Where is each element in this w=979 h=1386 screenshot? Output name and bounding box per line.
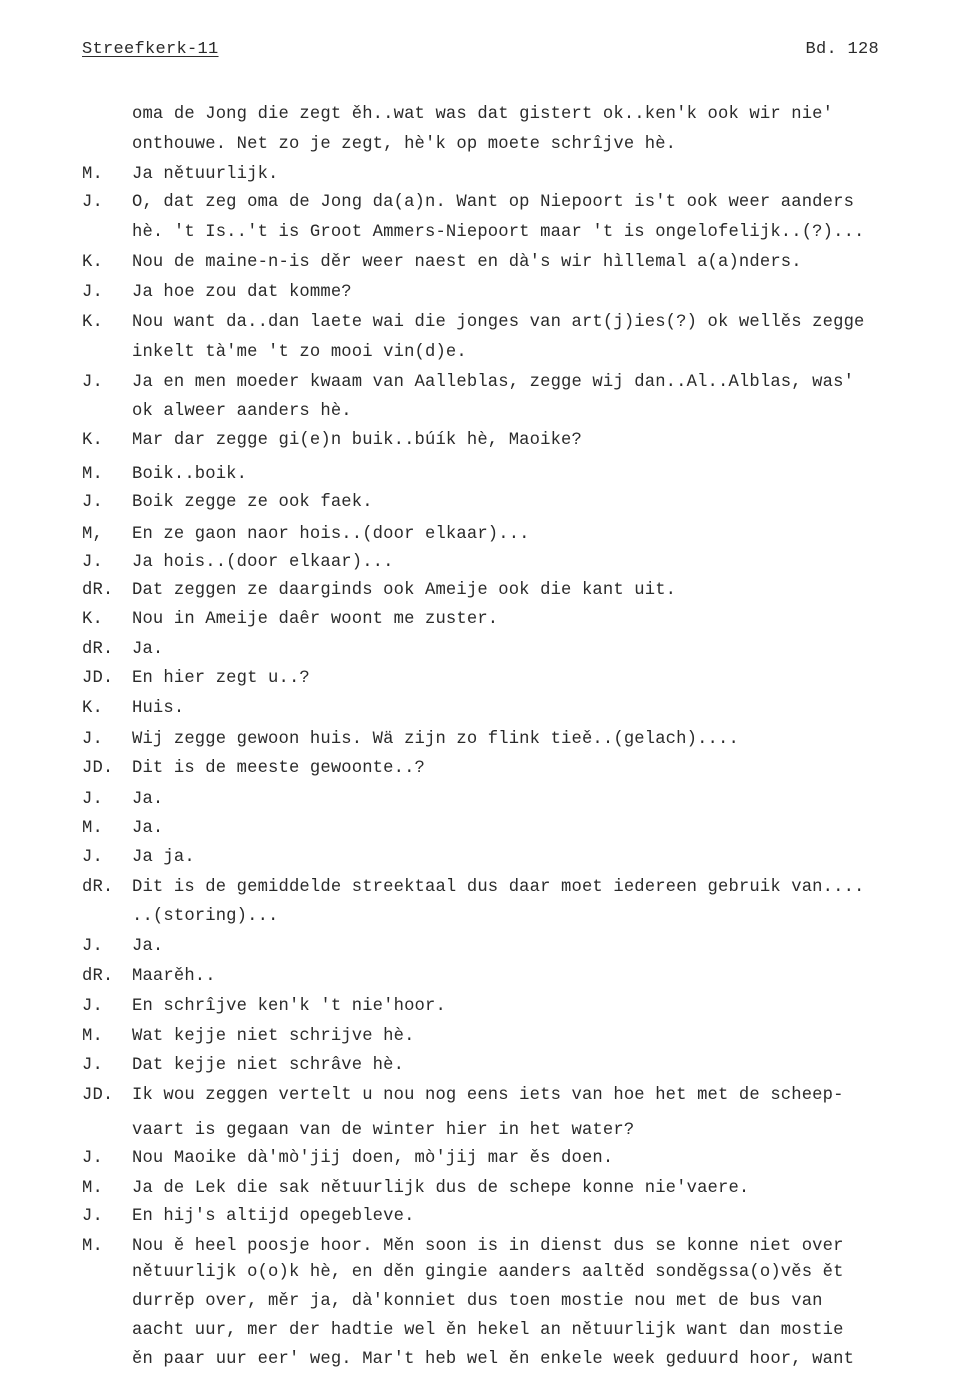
speaker-label: dR.: [82, 967, 114, 986]
speaker-label: M.: [82, 165, 103, 184]
speaker-label: J.: [82, 848, 103, 867]
transcript-line: [0, 370, 979, 396]
speaker-label: M.: [82, 465, 103, 484]
speaker-label: J.: [82, 493, 103, 512]
transcript-line: [0, 1176, 979, 1202]
line-text: En schrîjve ken'k 't nie'hoor.: [132, 997, 446, 1016]
transcript-line: [0, 550, 979, 576]
line-text: Ja.: [132, 640, 164, 659]
line-text: Boik..boik.: [132, 465, 248, 484]
line-text: onthouwe. Net zo je zegt, hè'k op moete schrîjve hè.: [132, 135, 677, 154]
speaker-label: K.: [82, 253, 103, 272]
speaker-label: J.: [82, 730, 103, 749]
transcript-line: [0, 1204, 979, 1230]
transcript-line: [0, 310, 979, 336]
line-text: En hij's altijd opegebleve.: [132, 1207, 415, 1226]
line-text: Dat kejje niet schrâve hè.: [132, 1056, 405, 1075]
line-text: Ja en men moeder kwaam van Aalleblas, zegge wij dan..Al..Alblas, was': [132, 373, 855, 392]
line-text: ok alweer aanders hè.: [132, 402, 352, 421]
line-text: hè. 't Is..'t is Groot Ammers-Niepoort maar 't is ongelofelijk..(?)...: [132, 223, 865, 242]
speaker-label: J.: [82, 1056, 103, 1075]
speaker-label: M.: [82, 1179, 103, 1198]
transcript-line: [0, 1260, 979, 1286]
transcript-line: [0, 1024, 979, 1050]
transcript-line: [0, 904, 979, 930]
line-text: Ja.: [132, 790, 164, 809]
transcript-line: [0, 696, 979, 722]
transcript-line: [0, 934, 979, 960]
line-text: Ja hois..(door elkaar)...: [132, 553, 394, 572]
speaker-label: K.: [82, 313, 103, 332]
speaker-label: J.: [82, 193, 103, 212]
line-text: Ja.: [132, 819, 164, 838]
line-text: Dit is de meeste gewoonte..?: [132, 759, 425, 778]
line-text: inkelt tà'me 't zo mooi vin(d)e.: [132, 343, 467, 362]
transcript-line: [0, 1118, 979, 1144]
line-text: Nou Maoike dà'mò'jij doen, mò'jij mar ěs doen.: [132, 1149, 614, 1168]
line-text: ..(storing)...: [132, 907, 279, 926]
line-text: nětuurlijk o(o)k hè, en děn gingie aanders aaltěd sonděgssa(o)věs ět: [132, 1263, 844, 1282]
transcript-line: [0, 162, 979, 188]
transcript-line: [0, 399, 979, 425]
transcript-line: [0, 607, 979, 633]
transcript-line: [0, 756, 979, 782]
speaker-label: M.: [82, 1237, 103, 1256]
transcript-line: [0, 787, 979, 813]
transcript-line: [0, 578, 979, 604]
transcript-line: [0, 637, 979, 663]
speaker-label: JD.: [82, 759, 114, 778]
line-text: Ja nětuurlijk.: [132, 165, 279, 184]
transcript-line: [0, 132, 979, 158]
line-text: vaart is gegaan van de winter hier in het water?: [132, 1121, 635, 1140]
line-text: oma de Jong die zegt ěh..wat was dat gistert ok..ken'k ook wir nie': [132, 105, 834, 124]
transcript-line: [0, 1347, 979, 1373]
speaker-label: dR.: [82, 878, 114, 897]
speaker-label: M.: [82, 819, 103, 838]
transcript-line: [0, 250, 979, 276]
transcript-line: [0, 280, 979, 306]
speaker-label: JD.: [82, 1086, 114, 1105]
transcript-line: [0, 1083, 979, 1109]
speaker-label: J.: [82, 283, 103, 302]
line-text: Nou want da..dan laete wai die jonges van art(j)ies(?) ok wellěs zegge: [132, 313, 865, 332]
line-text: Maarěh..: [132, 967, 216, 986]
line-text: Nou ě heel poosje hoor. Měn soon is in dienst dus se konne niet over: [132, 1237, 844, 1256]
line-text: Ja hoe zou dat komme?: [132, 283, 352, 302]
line-text: Wat kejje niet schrijve hè.: [132, 1027, 415, 1046]
speaker-label: J.: [82, 790, 103, 809]
speaker-label: M,: [82, 525, 103, 544]
speaker-label: M.: [82, 1027, 103, 1046]
transcript-line: [0, 462, 979, 488]
line-text: Wij zegge gewoon huis. Wä zijn zo flink tieě..(gelach)....: [132, 730, 739, 749]
speaker-label: J.: [82, 373, 103, 392]
line-text: durrěp over, měr ja, dà'konniet dus toen mostie nou met de bus van: [132, 1292, 823, 1311]
transcript-line: [0, 220, 979, 246]
speaker-label: K.: [82, 610, 103, 629]
transcript-line: [0, 1318, 979, 1344]
transcript-line: [0, 727, 979, 753]
speaker-label: K.: [82, 431, 103, 450]
speaker-label: J.: [82, 997, 103, 1016]
transcript-line: [0, 428, 979, 454]
speaker-label: J.: [82, 1149, 103, 1168]
page-header: [82, 40, 879, 64]
speaker-label: JD.: [82, 669, 114, 688]
transcript-line: [0, 522, 979, 548]
transcript-line: [0, 1234, 979, 1260]
transcript-line: [0, 1053, 979, 1079]
transcript-line: [0, 845, 979, 871]
transcript-line: [0, 666, 979, 692]
speaker-label: J.: [82, 553, 103, 572]
transcript-line: [0, 1289, 979, 1315]
line-text: En hier zegt u..?: [132, 669, 310, 688]
speaker-label: J.: [82, 937, 103, 956]
line-text: Huis.: [132, 699, 185, 718]
line-text: O, dat zeg oma de Jong da(a)n. Want op Niepoort is't ook weer aanders: [132, 193, 855, 212]
line-text: Mar dar zegge gi(e)n buik..búík hè, Maoike?: [132, 431, 582, 450]
transcript-line: [0, 994, 979, 1020]
speaker-label: J.: [82, 1207, 103, 1226]
document-title: Streefkerk-11: [82, 40, 219, 59]
transcript-line: [0, 102, 979, 128]
line-text: ěn paar uur eer' weg. Mar't heb wel ěn enkele week geduurd hoor, want: [132, 1350, 855, 1369]
line-text: Ja ja.: [132, 848, 195, 867]
transcript-line: [0, 340, 979, 366]
transcript-line: [0, 490, 979, 516]
page-number: Bd. 128: [805, 40, 879, 59]
line-text: Boik zegge ze ook faek.: [132, 493, 373, 512]
speaker-label: K.: [82, 699, 103, 718]
transcript-line: [0, 964, 979, 990]
speaker-label: dR.: [82, 640, 114, 659]
line-text: Ik wou zeggen vertelt u nou nog eens iets van hoe het met de scheep-: [132, 1086, 844, 1105]
transcript-line: [0, 1146, 979, 1172]
transcript-line: [0, 875, 979, 901]
line-text: Dit is de gemiddelde streektaal dus daar moet iedereen gebruik van....: [132, 878, 865, 897]
line-text: aacht uur, mer der hadtie wel ěn hekel an nětuurlijk want dan mostie: [132, 1321, 844, 1340]
line-text: Nou de maine-n-is děr weer naest en dà's wir hìllemal a(a)nders.: [132, 253, 802, 272]
transcript-line: [0, 816, 979, 842]
line-text: En ze gaon naor hois..(door elkaar)...: [132, 525, 530, 544]
line-text: Nou in Ameije daêr woont me zuster.: [132, 610, 499, 629]
line-text: Ja de Lek die sak nětuurlijk dus de schepe konne nie'vaere.: [132, 1179, 750, 1198]
speaker-label: dR.: [82, 581, 114, 600]
line-text: Ja.: [132, 937, 164, 956]
transcript-line: [0, 190, 979, 216]
line-text: Dat zeggen ze daarginds ook Ameije ook die kant uit.: [132, 581, 677, 600]
